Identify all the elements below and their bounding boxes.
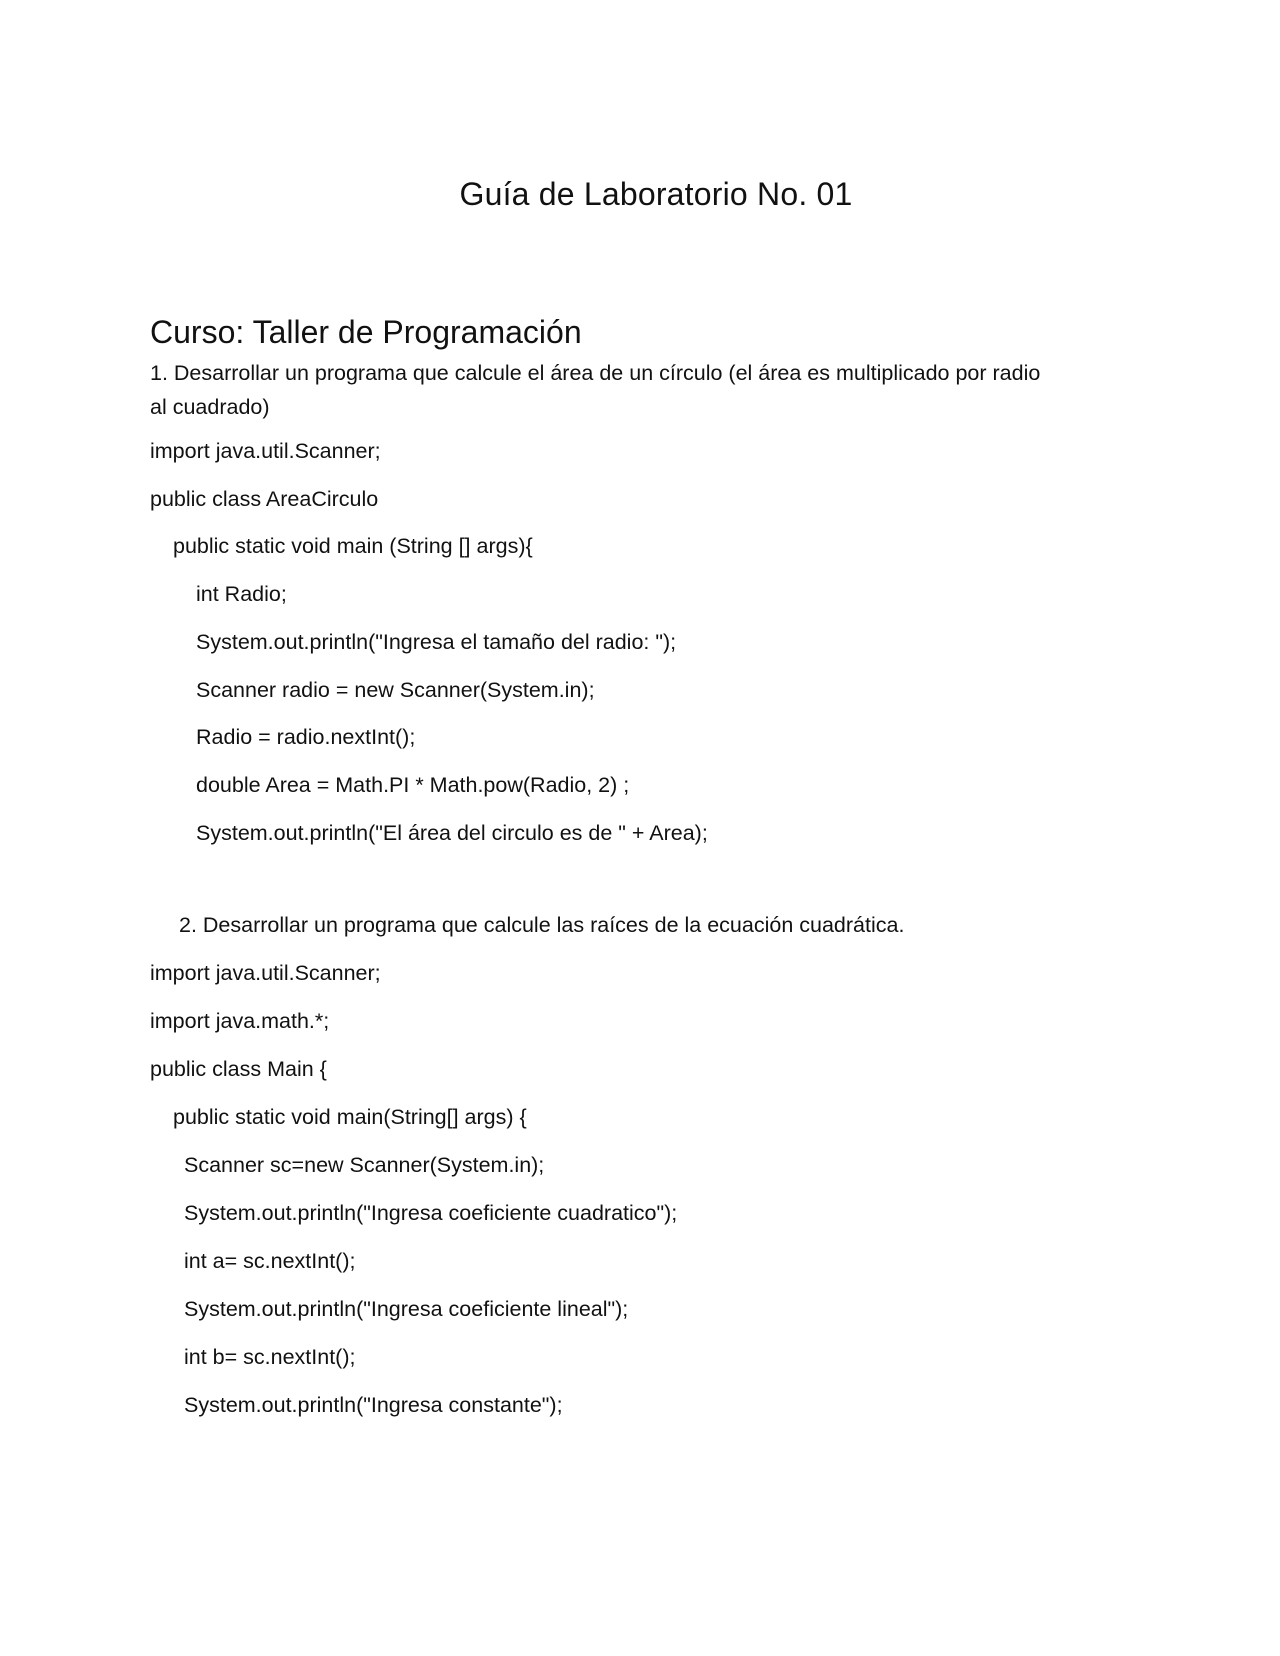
code-line: import java.util.Scanner; [150, 439, 381, 463]
code-line: Radio = radio.nextInt(); [196, 725, 416, 749]
code-line: public class Main { [150, 1057, 327, 1081]
course-heading: Curso: Taller de Programación [150, 314, 582, 350]
code-line: double Area = Math.PI * Math.pow(Radio, 2) ; [196, 773, 630, 797]
code-line: System.out.println("El área del circulo es de " + Area); [196, 821, 708, 845]
document-title: Guía de Laboratorio No. 01 [459, 176, 853, 212]
code-line: public class AreaCirculo [150, 487, 379, 511]
code-line: System.out.println("Ingresa coeficiente lineal"); [184, 1297, 629, 1321]
code-line: int Radio; [196, 582, 287, 606]
code-line: import java.math.*; [150, 1009, 330, 1033]
code-line: public static void main (String [] args){ [173, 534, 533, 558]
code-line: Scanner radio = new Scanner(System.in); [196, 678, 595, 702]
code-line: Scanner sc=new Scanner(System.in); [184, 1153, 545, 1177]
code-line: int b= sc.nextInt(); [184, 1345, 356, 1369]
code-line: System.out.println("Ingresa constante"); [184, 1393, 563, 1417]
code-line: import java.util.Scanner; [150, 961, 381, 985]
exercise-2-statement: 2. Desarrollar un programa que calcule las raíces de la ecuación cuadrática. [179, 913, 905, 937]
exercise-1-statement: 1. Desarrollar un programa que calcule el área de un círculo (el área es multiplicado por radio al cuadrado) [150, 361, 1041, 419]
code-line: System.out.println("Ingresa el tamaño del radio: "); [196, 630, 677, 654]
code-line: int a= sc.nextInt(); [184, 1249, 356, 1273]
code-line: public static void main(String[] args) { [173, 1105, 527, 1129]
code-line: System.out.println("Ingresa coeficiente cuadratico"); [184, 1201, 678, 1225]
